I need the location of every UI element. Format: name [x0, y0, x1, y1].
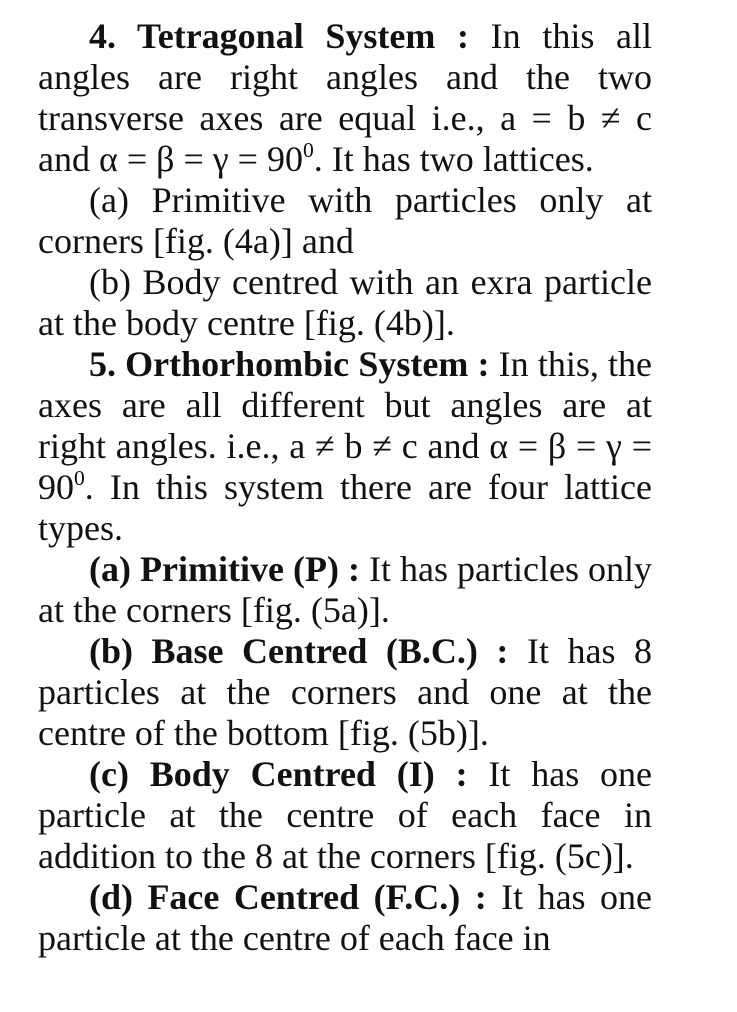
orthorhombic-heading: 5. Orthorhombic System :: [89, 344, 490, 384]
tetragonal-body-text-end: . It has two lattices.: [313, 139, 594, 179]
item-label: (d) Face Centred (F.C.) :: [89, 877, 487, 917]
orthorhombic-item-b: [38, 631, 652, 754]
orthorhombic-paragraph: [38, 344, 652, 549]
item-text: It has one particle at the centre of each face in: [38, 877, 652, 958]
orthorhombic-item-d: [38, 877, 652, 959]
tetragonal-body-text: In this all angles are right angles and the two transverse axes are equal i.e., a = b ≠ c and α = β = γ = 90: [38, 16, 653, 179]
tetragonal-paragraph: [38, 16, 652, 180]
item-label: (a) Primitive (P) :: [89, 549, 360, 589]
orthorhombic-body-text-end: . In this system there are four lattice types.: [38, 467, 652, 548]
item-label: (c) Body Centred (I) :: [89, 754, 468, 794]
item-text: It has particles only at the corners [fig. (5a)].: [38, 549, 652, 630]
orthorhombic-body-text: In this, the axes are all different but angles are at right angles. i.e., a ≠ b ≠ c and α = β = γ = 90: [38, 344, 652, 507]
orthorhombic-item-a: [38, 549, 652, 631]
orthorhombic-item-c: [38, 754, 652, 877]
item-text: It has one particle at the centre of each face in addition to the 8 at the corners [fig. (5c)].: [38, 754, 652, 876]
item-label: (b) Base Centred (B.C.) :: [89, 631, 509, 671]
document-page: [38, 16, 652, 959]
item-text: It has 8 particles at the corners and one at the centre of the bottom [fig. (5b)].: [38, 631, 652, 753]
degree-superscript: 0: [302, 137, 314, 162]
tetragonal-item-b: (b) Body centred with an exra particle at the body centre [fig. (4b)].: [38, 262, 652, 343]
tetragonal-item-a: (a) Primitive with particles only at corners [fig. (4a)] and: [38, 180, 652, 261]
tetragonal-heading: 4. Tetragonal System :: [89, 16, 470, 56]
degree-superscript: 0: [74, 465, 85, 490]
